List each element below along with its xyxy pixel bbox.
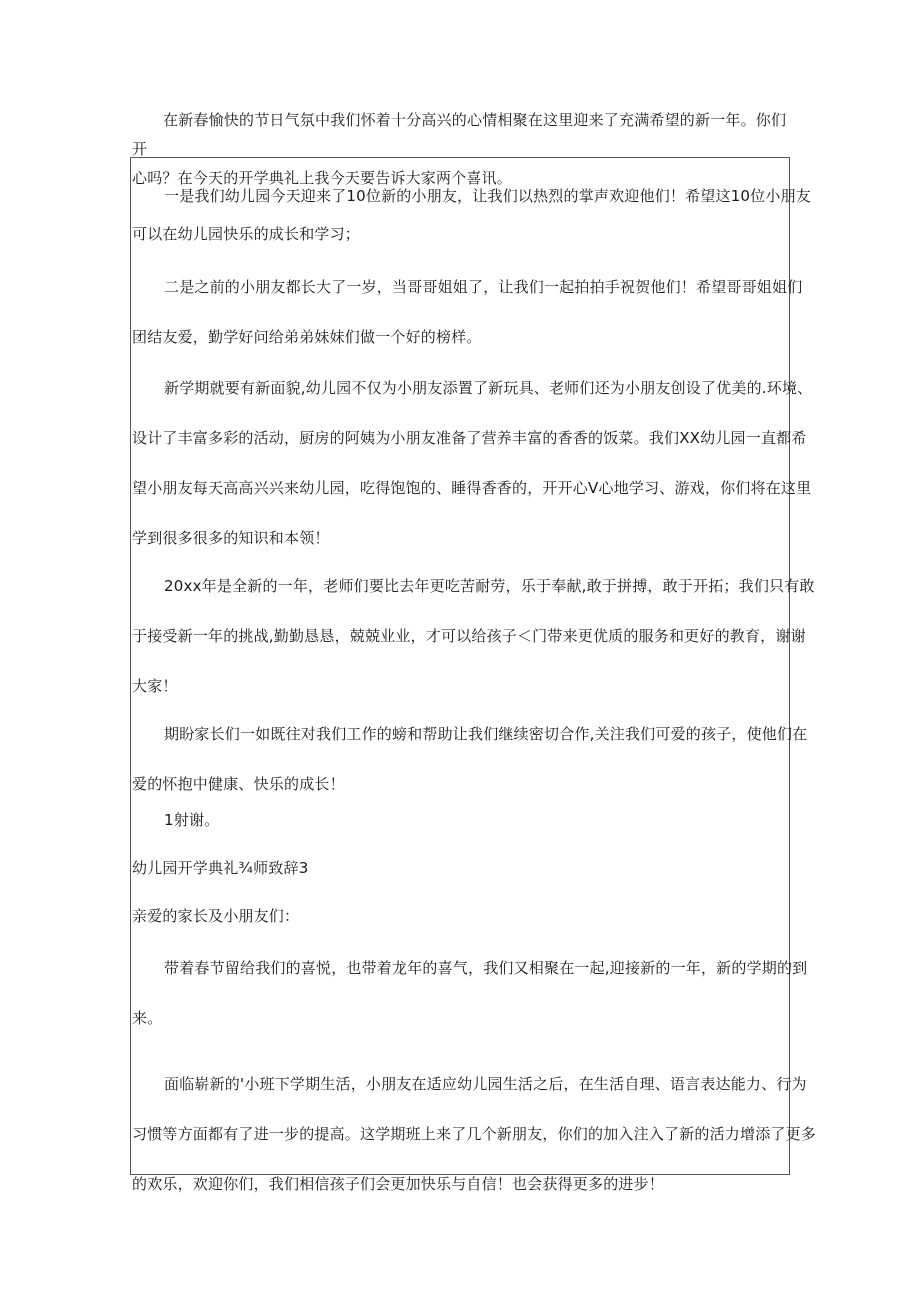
paragraph-line: 二是之前的小朋友都长大了一岁，当哥哥姐姐了，让我们一起拍拍手祝贺他们！希望哥哥姐姐们 [164, 278, 803, 296]
paragraph-line: 团结友爱，勤学好问给弟弟妹妹们做一个好的榜样。 [132, 328, 482, 346]
paragraph-line: 望小朋友每天高高兴兴来幼儿园，吃得饱饱的、睡得香香的，开开心V心地学习、游戏，你们将在这里 [132, 479, 812, 497]
paragraph-line: 带着春节留给我们的喜悦，也带着龙年的喜气，我们又相聚在一起,迎接新的一年，新的学期的到 [164, 959, 808, 977]
paragraph-line: 爱的怀抱中健康、快乐的成长！ [132, 775, 345, 793]
paragraph-line: 来。 [132, 1009, 163, 1027]
paragraph-line: 一是我们幼儿园今天迎来了10位新的小朋友，让我们以热烈的掌声欢迎他们！希望这10位小朋友 [164, 187, 811, 205]
paragraph-line: 20xx年是全新的一年，老师们要比去年更吃苦耐劳，乐于奉献,敢于拼搏，敢于开拓；我们只有敢 [164, 577, 815, 595]
paragraph-line: 的欢乐，欢迎你们，我们相信孩子们会更加快乐与自信！也会获得更多的进步！ [132, 1175, 665, 1193]
section-title-text: 幼儿园开学典礼¾师致辞3 [132, 859, 309, 877]
paragraph-new-children [132, 168, 811, 262]
paragraph-line: 大家！ [132, 677, 178, 695]
paragraph-line: 面临崭新的'小班下学期生活，小朋友在适应幼儿园生活之后，在生活自理、语言表达能力、行为 [164, 1075, 807, 1093]
paragraph-line: 可以在幼儿园快乐的成长和学习； [132, 225, 361, 243]
paragraph-line: 1射谢。 [164, 811, 220, 829]
paragraph-new-semester [132, 360, 813, 566]
paragraph-spring-festival [132, 940, 808, 1046]
paragraph-line: 习惯等方面都有了进一步的提高。这学期班上来了几个新朋友，你们的加入注入了新的活力增添了更多 [132, 1125, 817, 1143]
paragraph-older-children [132, 259, 803, 365]
salutation-text: 亲爱的家长及小朋友们： [132, 907, 300, 925]
salutation [132, 888, 792, 944]
intro-line: 在新春愉快的节日气氛中我们怀着十分高兴的心情相聚在这里迎来了充满希望的新一年。你们开 [132, 111, 787, 158]
intro-line: 心吗？在今天的开学典礼上我今天要告诉大家两个喜讯。 [132, 169, 513, 187]
paragraph-line: 于接受新一年的挑战,勤勤恳恳，兢兢业业，才可以给孩子＜门带来更优质的服务和更好的教育，谢谢 [132, 627, 806, 645]
paragraph-line: 设计了丰富多彩的活动，厨房的阿姨为小朋友准备了营养丰富的香香的饭菜。我们XX幼儿园一直都希 [132, 429, 807, 447]
paragraph-semester-life [132, 1056, 817, 1212]
paragraph-line: 期盼家长们一如既往对我们工作的螃和帮助让我们继续密切合作,关注我们可爱的孩子，使他们在 [164, 725, 808, 743]
paragraph-line: 学到很多很多的知识和本领！ [132, 529, 330, 547]
paragraph-new-year [132, 558, 815, 714]
paragraph-line: 新学期就要有新面貌,幼儿园不仅为小朋友添置了新玩具、老师们还为小朋友创设了优美的.环境、 [164, 379, 813, 397]
